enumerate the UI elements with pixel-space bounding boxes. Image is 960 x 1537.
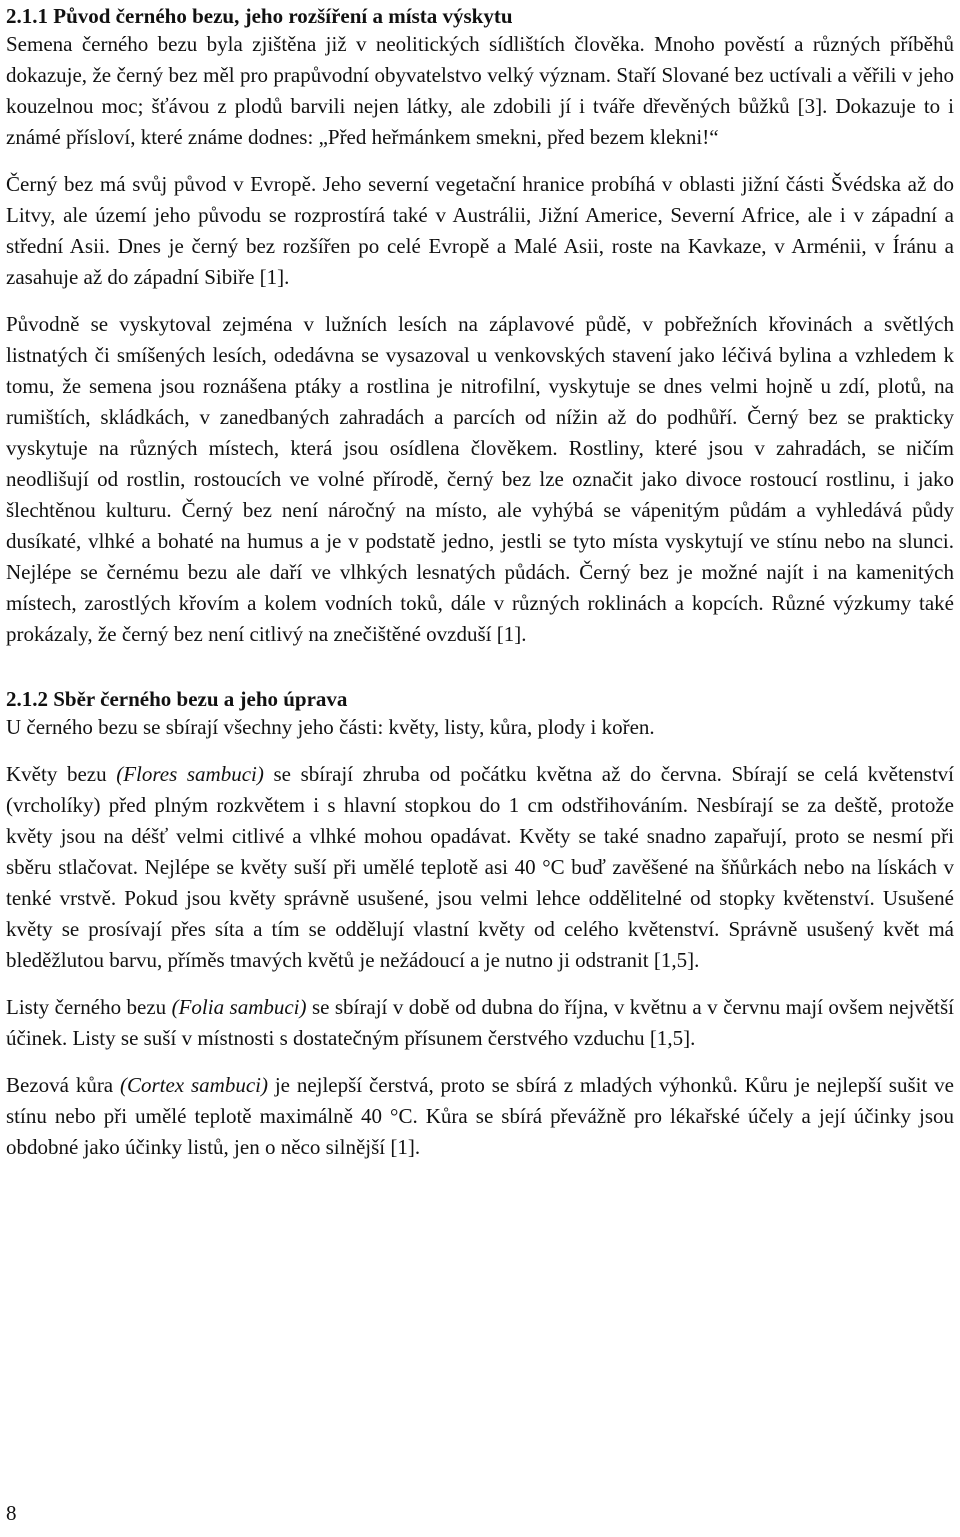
bark-latin-name: (Cortex sambuci)	[119, 1073, 268, 1097]
proverb-quote: „Před heřmánkem smekni, před bezem klekni!“	[318, 125, 719, 149]
section-heading-harvest: 2.1.2 Sběr černého bezu a jeho úprava	[6, 687, 348, 711]
section-heading-origin: 2.1.1 Původ černého bezu, jeho rozšíření a místa výskytu	[6, 4, 513, 28]
paragraph-habitat: Původně se vyskytoval zejména v lužních lesích na záplavové půdě, v pobřežních křovinách a světlých listnatých či smíšených lesích, odedávna se vysazoval u venkovských stavení jako léčivá bylina a vzhledem k tomu, že semena jsou roznášena ptáky a rostlina je nitrofilní, vyskytuje se dnes velmi hojně u zdí, plotů, na rumištích, skládkách, v zanedbaných zahradách a parcích od nížin až do podhůří. Černý bez se prakticky vyskytuje na různých místech, která jsou osídlena člověkem. Rostliny, které jsou v zahradách, se ničím neodlišují od rostlin, rostoucích ve volné přírodě, černý bez lze označit jako divoce rostoucí rostlinu, i jako šlechtěnou kulturu. Černý bez není náročný na místo, ale vyhýbá se vápenitým půdám a vyhledává půdy dusíkaté, vlhké a bohaté na humus a je v podstatě jedno, jestli se tyto místa vyskytují ve stínu nebo na slunci. Nejlépe se černému bezu ale daří ve vlhkých lesnatých půdách. Černý bez je možné najít i na kamenitých místech, zarostlých křovím a kolem vodních toků, dále v různých roklinách a kopcích. Různé výzkumy také prokázaly, že černý bez není citlivý na znečištěné ovzduší [1].	[6, 312, 954, 646]
flowers-latin-name: (Flores sambuci)	[116, 762, 264, 786]
paragraph-spacer	[6, 1054, 954, 1070]
paragraph-harvest-intro: U černého bezu se sbírají všechny jeho části: květy, listy, kůra, plody i kořen.	[6, 715, 655, 739]
page-number: 8	[6, 1501, 17, 1525]
paragraph-history-text: Semena černého bezu byla zjištěna již v neolitických sídlištích člověka. Mnoho pověstí a různých příběhů dokazuje, že černý bez měl pro prapůvodní obyvatelstvo velký význam. Staří Slované bez uctívali a věřili v jeho kouzelnou moc; šťávou z plodů barvili nejen látky, ale zdobili jí i tváře dřevěných bůžků [3]. Dokazuje to i známé přísloví, které známe dodnes:	[6, 32, 954, 149]
paragraph-history	[6, 29, 954, 153]
leaves-text: se sbírají v době od dubna do října, v květnu a v červnu mají ovšem největší účinek. Listy se suší v místnosti s dostatečným přísunem čerstvého vzduchu [1,5].	[6, 995, 954, 1050]
paragraph-spacer	[6, 293, 954, 309]
paragraph-spacer	[6, 743, 954, 759]
section-spacer	[6, 650, 954, 686]
paragraph-spacer	[6, 976, 954, 992]
paragraph-leaves	[6, 992, 954, 1054]
flowers-lead: Květy bezu	[6, 762, 117, 786]
document-page	[6, 0, 954, 1163]
flowers-text: se sbírají zhruba od počátku května až do června. Sbírají se celá květenství (vrcholíky) před plným rozkvětem i s hlavní stopkou do 1 cm odstřihováním. Nesbírají se za deště, protože květy jsou na déšť velmi citlivé a vlhké mohou opadávat. Květy se také snadno zapařují, proto se nesmí při sběru stlačovat. Nejlépe se květy suší při umělé teplotě asi 40 °C buď zavěšené na šňůrkách nebo na lískách v tenké vrstvě. Pokud jsou květy správně usušené, jsou velmi lehce oddělitelné od stopky květenství. Usušené květy se prosívají přes síta a tím se oddělují vlastní květy od celého květenství. Správně usušený květ má bleděžlutou barvu, příměs tmavých květů je nežádoucí a je nutno ji odstranit [1,5].	[6, 762, 954, 972]
bark-lead: Bezová kůra	[6, 1073, 120, 1097]
paragraph-flowers	[6, 759, 954, 976]
paragraph-distribution: Černý bez má svůj původ v Evropě. Jeho severní vegetační hranice probíhá v oblasti jižní části Švédska až do Litvy, ale území jeho původu se rozprostírá také v Austrálii, Jižní Americe, Severní Africe, ale i v západní a střední Asii. Dnes je černý bez rozšířen po celé Evropě a Malé Asii, roste na Kavkaze, v Arménii, v Íránu a zasahuje až do západní Sibiře [1].	[6, 172, 954, 289]
paragraph-spacer	[6, 153, 954, 169]
bark-text: je nejlepší čerstvá, proto se sbírá z mladých výhonků. Kůru je nejlepší sušit ve stínu nebo při umělé teplotě maximálně 40 °C. Kůra se sbírá převážně pro lékařské účely a její účinky jsou obdobné jako účinky listů, jen o něco silnější [1].	[6, 1073, 954, 1159]
leaves-lead: Listy černého bezu	[6, 995, 172, 1019]
paragraph-bark	[6, 1070, 954, 1163]
leaves-latin-name: (Folia sambuci)	[171, 995, 307, 1019]
